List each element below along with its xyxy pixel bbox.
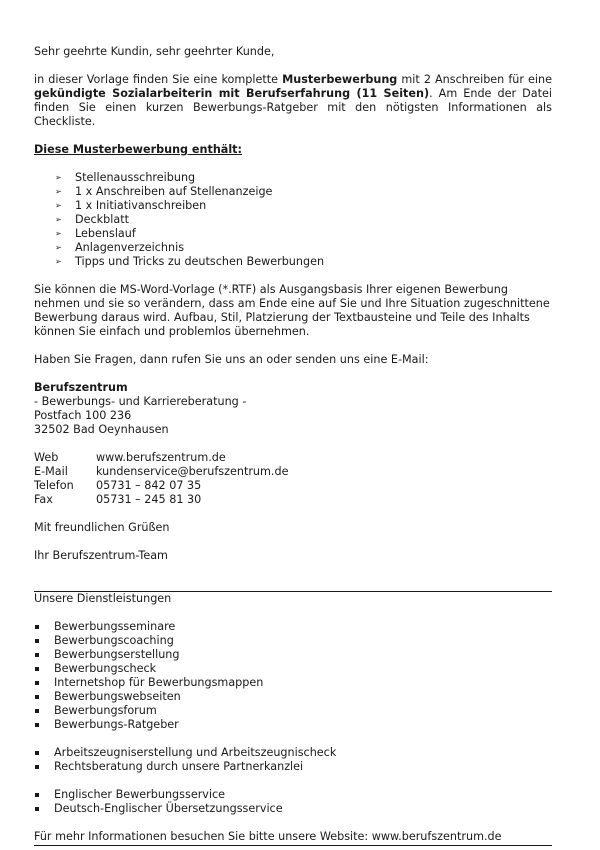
list-item-label: Englischer Bewerbungsservice	[54, 788, 226, 801]
list-item-label: Tipps und Tricks zu deutschen Bewerbungen	[75, 255, 325, 268]
list-item	[34, 746, 552, 760]
list-item	[34, 185, 552, 199]
list-item	[34, 171, 552, 185]
services-title: Unsere Dienstleistungen	[34, 592, 172, 605]
list-item	[34, 199, 552, 213]
intro-bold-1: Musterbewerbung	[282, 73, 398, 86]
contact-row-fax	[34, 493, 552, 507]
services-list-3	[34, 788, 552, 816]
address-line-1: Postfach 100 236	[34, 409, 132, 422]
footer-website-note: Für mehr Informationen besuchen Sie bitte unsere Website: www.berufszentrum.de	[34, 830, 552, 846]
questions-paragraph: Haben Sie Fragen, dann rufen Sie uns an oder senden uns eine E-Mail:	[34, 353, 429, 366]
arrowhead-bullet-icon: ➢	[55, 215, 62, 224]
list-item-label: Anlagenverzeichnis	[75, 241, 185, 254]
arrowhead-bullet-icon: ➢	[55, 173, 62, 182]
square-bullet-icon	[35, 667, 39, 671]
contact-label: Telefon	[34, 479, 74, 492]
website-link[interactable]: www.berufszentrum.de	[96, 451, 226, 464]
contents-list	[34, 171, 552, 269]
square-bullet-icon	[35, 695, 39, 699]
list-item-label: Bewerbungserstellung	[54, 648, 180, 661]
list-item-label: Bewerbungsforum	[54, 704, 157, 717]
arrowhead-bullet-icon: ➢	[55, 201, 62, 210]
services-list-1	[34, 620, 552, 732]
list-item	[34, 662, 552, 676]
list-item	[34, 676, 552, 690]
contact-label: Fax	[34, 493, 53, 506]
list-item	[34, 634, 552, 648]
intro-bold-2: gekündigte Sozialarbeiterin mit Berufserfahrung (11 Seiten)	[34, 87, 430, 100]
company-address	[34, 381, 552, 437]
closing: Mit freundlichen Grüßen	[34, 521, 170, 534]
company-tagline: - Bewerbungs- und Karriereberatung -	[34, 395, 247, 408]
square-bullet-icon	[35, 723, 39, 727]
list-item	[34, 241, 552, 255]
square-bullet-icon	[35, 681, 39, 685]
list-item-label: 1 x Initiativanschreiben	[75, 199, 207, 212]
address-line-2: 32502 Bad Oeynhausen	[34, 423, 169, 436]
list-item	[34, 227, 552, 241]
arrowhead-bullet-icon: ➢	[55, 229, 62, 238]
list-item	[34, 788, 552, 802]
intro-text-3: . Am Ende der Datei finden Sie einen kurzen Bewerbungs-Ratgeber mit den nötigsten Informationen als Checkliste.	[34, 87, 552, 128]
list-item-label: Deutsch-Englischer Übersetzungsservice	[54, 802, 283, 815]
phone-value: 05731 – 842 07 35	[96, 479, 202, 492]
email-link[interactable]: kundenservice@berufszentrum.de	[96, 465, 289, 478]
intro-text-2: mit 2 Anschreiben für eine	[397, 73, 552, 86]
list-item	[34, 802, 552, 816]
contact-table	[34, 451, 552, 507]
contents-title: Diese Musterbewerbung enthält:	[34, 143, 243, 156]
list-item-label: Bewerbungs-Ratgeber	[54, 718, 179, 731]
square-bullet-icon	[35, 793, 39, 797]
square-bullet-icon	[35, 625, 39, 629]
square-bullet-icon	[35, 765, 39, 769]
square-bullet-icon	[35, 653, 39, 657]
list-item	[34, 718, 552, 732]
contact-label: E-Mail	[34, 465, 68, 478]
arrowhead-bullet-icon: ➢	[55, 257, 62, 266]
square-bullet-icon	[35, 709, 39, 713]
square-bullet-icon	[35, 807, 39, 811]
list-item-label: Stellenausschreibung	[75, 171, 196, 184]
list-item-label: Bewerbungswebseiten	[54, 690, 181, 703]
contact-label: Web	[34, 451, 59, 464]
contact-row-email	[34, 465, 552, 479]
signature: Ihr Berufszentrum-Team	[34, 549, 168, 562]
list-item	[34, 213, 552, 227]
intro-paragraph	[34, 73, 552, 129]
list-item	[34, 255, 552, 269]
list-item-label: Bewerbungsseminare	[54, 620, 176, 633]
list-item-label: 1 x Anschreiben auf Stellenanzeige	[75, 185, 273, 198]
list-item-label: Rechtsberatung durch unsere Partnerkanzlei	[54, 760, 304, 773]
square-bullet-icon	[35, 639, 39, 643]
list-item	[34, 690, 552, 704]
contact-row-phone	[34, 479, 552, 493]
square-bullet-icon	[35, 751, 39, 755]
list-item-label: Arbeitszeugniserstellung und Arbeitszeugnischeck	[54, 746, 337, 759]
list-item-label: Bewerbungscoaching	[54, 634, 174, 647]
arrowhead-bullet-icon: ➢	[55, 187, 62, 196]
services-list-2	[34, 746, 552, 774]
list-item	[34, 760, 552, 774]
company-name: Berufszentrum	[34, 381, 128, 394]
intro-text-1: in dieser Vorlage finden Sie eine komplette	[34, 73, 283, 86]
arrowhead-bullet-icon: ➢	[55, 243, 62, 252]
greeting: Sehr geehrte Kundin, sehr geehrter Kunde,	[34, 45, 275, 58]
list-item	[34, 704, 552, 718]
list-item	[34, 620, 552, 634]
contact-row-web	[34, 451, 552, 465]
document-page	[34, 45, 552, 846]
list-item	[34, 648, 552, 662]
list-item-label: Lebenslauf	[75, 227, 136, 240]
fax-value: 05731 – 245 81 30	[96, 493, 202, 506]
list-item-label: Deckblatt	[75, 213, 129, 226]
usage-paragraph: Sie können die MS-Word-Vorlage (*.RTF) als Ausgangsbasis Ihrer eigenen Bewerbung nehmen und sie so verändern, dass am Ende eine auf Sie und Ihre Situation zugeschnittene Bewerbung daraus wird. Aufbau, Stil, Platzierung der Textbausteine und Teile des Inhalts können Sie einfach und problemlos übernehmen.	[34, 283, 550, 338]
list-item-label: Bewerbungscheck	[54, 662, 157, 675]
list-item-label: Internetshop für Bewerbungsmappen	[54, 676, 264, 689]
